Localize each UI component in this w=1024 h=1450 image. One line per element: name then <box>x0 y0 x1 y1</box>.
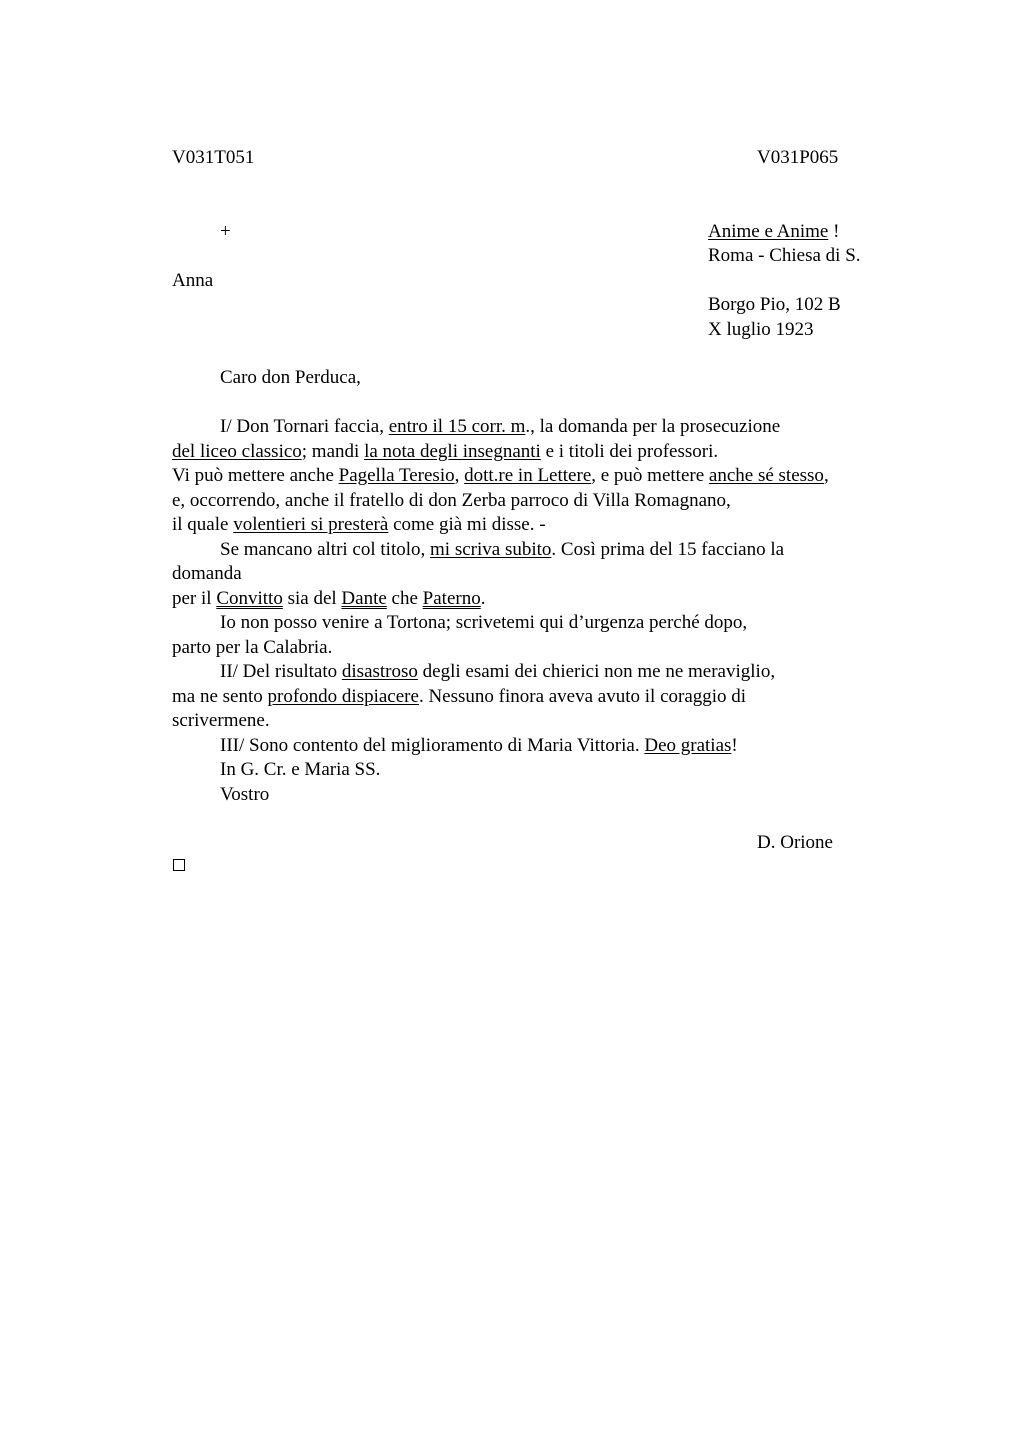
body-line <box>172 513 912 538</box>
underlined-run: Pagella Teresio <box>338 465 455 486</box>
underlined-run: Deo gratias <box>644 734 732 756</box>
document-code-left: V031T051 <box>172 147 255 168</box>
body-line <box>172 587 912 612</box>
letter-date: X luglio 1923 <box>708 319 814 340</box>
document-code-right: V031P065 <box>757 147 839 168</box>
text-run: Se mancano altri col titolo, <box>220 538 431 560</box>
salutation: Caro don Perduca, <box>220 367 361 388</box>
text-run: e i titoli dei professori. <box>540 440 719 462</box>
underlined-run: disastroso <box>341 661 418 682</box>
text-run: II/ Del risultato <box>220 661 342 682</box>
text-run: , <box>454 465 465 486</box>
body-line <box>172 685 912 710</box>
recipient-anna: Anna <box>172 270 214 291</box>
signature: D. Orione <box>757 832 833 853</box>
text-run: per il <box>172 587 217 609</box>
text-run: . Così prima del 15 facciano la <box>551 538 785 560</box>
underlined-run: la nota degli insegnanti <box>364 440 541 462</box>
letter-body <box>172 415 912 807</box>
text-run: III/ Sono contento del miglioramento di Maria Vittoria. <box>220 734 645 756</box>
double-underlined-run: Convitto <box>216 587 283 609</box>
underlined-run: mi scriva subito <box>430 538 552 560</box>
square-box-icon <box>173 859 185 871</box>
underlined-run: anche sé stesso <box>708 465 824 486</box>
text-run: come già mi disse. - <box>388 514 546 535</box>
text-run: che <box>386 587 423 609</box>
body-line <box>172 538 912 563</box>
text-run: degli esami dei chierici non me ne meraviglio, <box>417 661 776 682</box>
text-run: . Nessuno finora aveva avuto il coraggio di <box>418 685 747 707</box>
body-line: domanda <box>172 563 242 584</box>
text-run: il quale <box>172 514 234 535</box>
body-line <box>172 464 912 489</box>
text-run: sia del <box>282 587 342 609</box>
underlined-run: del liceo classico <box>172 440 302 462</box>
double-underlined-run: Dante <box>341 587 387 609</box>
body-line: Io non posso venire a Tortona; scrivetemi qui d’urgenza perché dopo, <box>220 612 748 633</box>
underlined-run: dott.re in Lettere <box>464 465 592 486</box>
body-line: scrivermene. <box>172 710 270 731</box>
body-line: e, occorrendo, anche il fratello di don Zerba parroco di Villa Romagnano, <box>172 489 731 511</box>
body-line <box>172 440 912 465</box>
body-line <box>172 734 912 759</box>
text-run: ma ne sento <box>172 685 268 707</box>
body-line: parto per la Calabria. <box>172 636 333 658</box>
text-run: . <box>480 587 486 609</box>
closing-line: Vostro <box>220 783 270 805</box>
closing-line: In G. Cr. e Maria SS. <box>220 759 381 780</box>
text-run: ., la domanda per la prosecuzione <box>525 416 781 437</box>
motto-suffix: ! <box>828 221 840 242</box>
text-run: ! <box>731 734 738 756</box>
underlined-run: entro il 15 corr. m <box>388 416 526 437</box>
text-run: , e può mettere <box>591 465 709 486</box>
text-run: , <box>823 465 829 486</box>
address-motto <box>708 220 839 245</box>
body-line <box>172 415 912 440</box>
text-run: I/ Don Tornari faccia, <box>220 416 389 437</box>
double-underlined-run: Paterno <box>422 587 481 609</box>
underlined-run: profondo dispiacere <box>267 685 419 707</box>
address-line-2: Roma - Chiesa di S. <box>708 245 861 266</box>
motto-text: Anime e Anime <box>708 221 829 242</box>
address-line-3: Borgo Pio, 102 B <box>708 294 841 315</box>
text-run: ; mandi <box>301 440 365 462</box>
cross-mark: + <box>220 221 231 242</box>
body-line <box>172 660 912 685</box>
text-run: Vi può mettere anche <box>172 465 339 486</box>
underlined-run: volentieri si presterà <box>233 514 389 535</box>
